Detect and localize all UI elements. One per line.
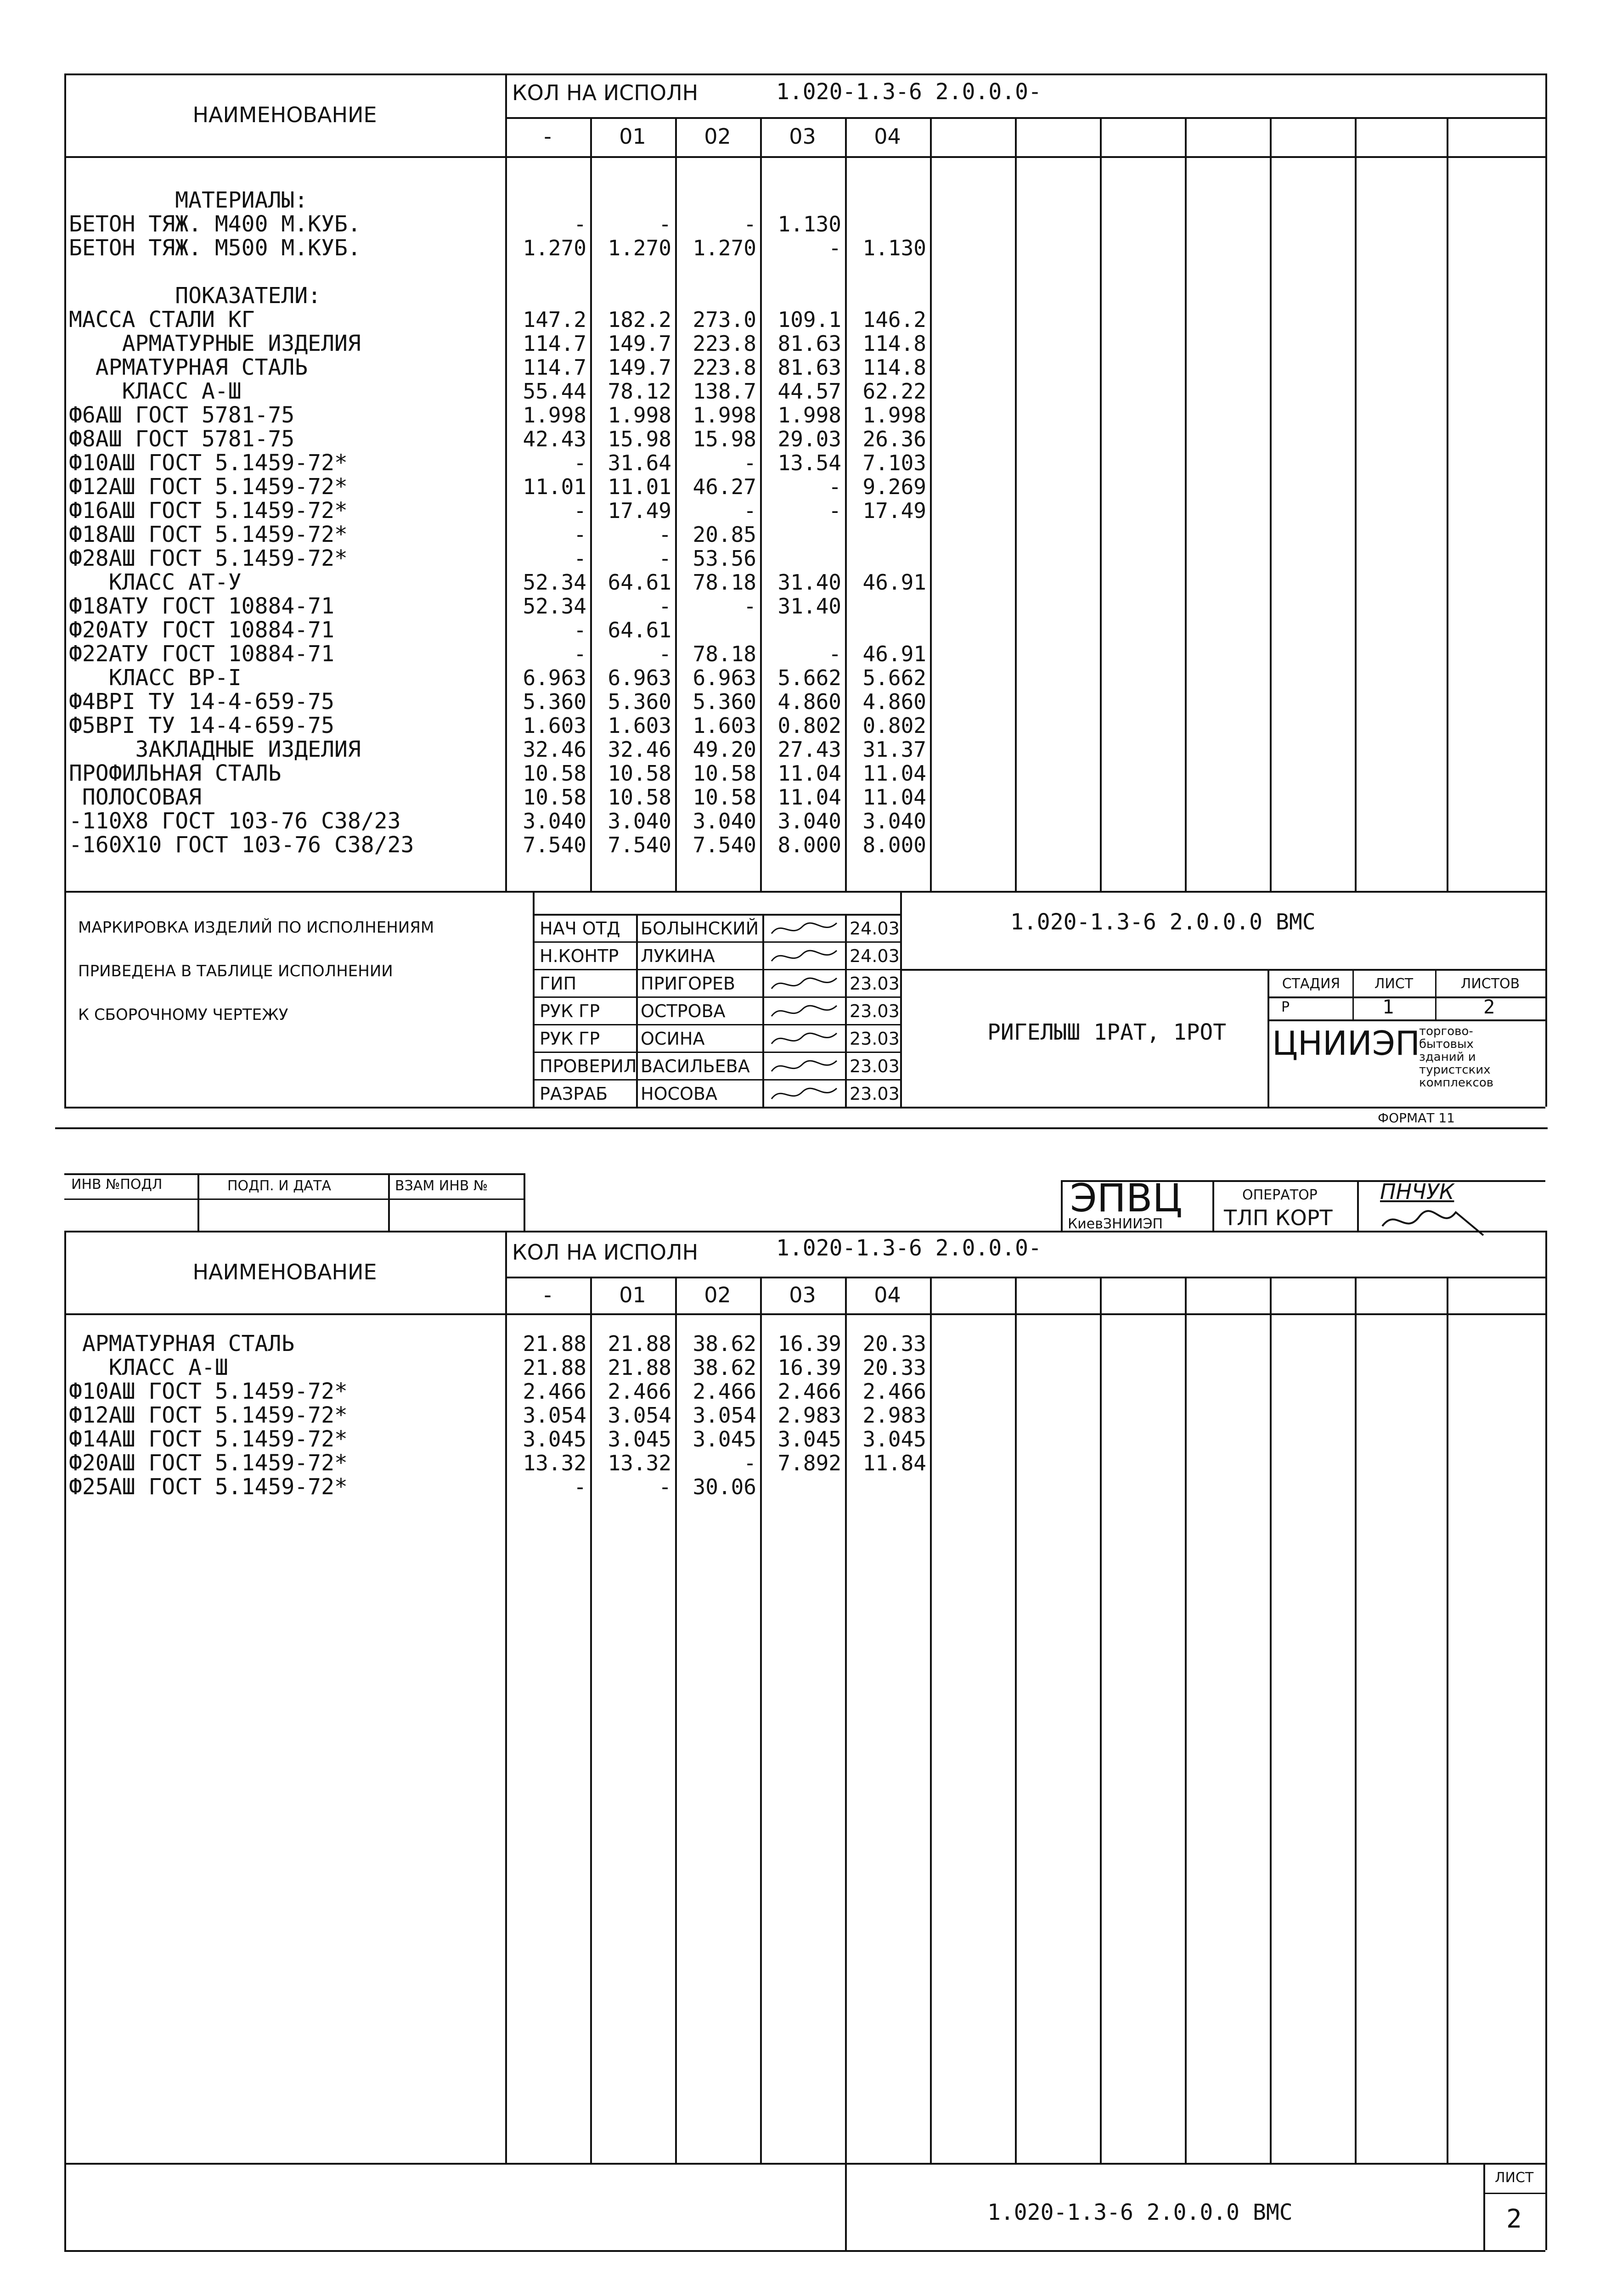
sheet-label: ЛИСТ [1374, 976, 1414, 992]
row-value: 17.49 [608, 498, 671, 523]
row-value: 1.998 [608, 403, 671, 428]
doc-code: 1.020-1.3-6 2.0.0.0- [776, 1235, 1042, 1261]
row-value: - [744, 212, 756, 236]
row-name: Ф12АШ ГОСТ 5.1459-72* [69, 474, 348, 500]
signature-icon [768, 917, 841, 940]
note-line: ПРИВЕДЕНА В ТАБЛИЦЕ ИСПОЛНЕНИИ [78, 962, 393, 980]
column-header: 03 [789, 124, 816, 149]
row-value: 4.860 [862, 689, 926, 714]
row-value: 62.22 [862, 379, 926, 404]
row-value: 52.34 [523, 570, 586, 595]
sheets-label: ЛИСТОВ [1460, 976, 1520, 992]
row-value: - [744, 1451, 756, 1475]
operator-signature-icon [1378, 1203, 1497, 1240]
row-value: 2.983 [777, 1403, 841, 1428]
row-value: - [574, 212, 586, 236]
row-value: 20.33 [862, 1331, 926, 1356]
row-value: 38.62 [693, 1355, 756, 1380]
column-header: - [544, 124, 552, 149]
row-value: 149.7 [608, 355, 671, 380]
row-value: 1.998 [693, 403, 756, 428]
sheet1-values-col-03 [760, 188, 845, 857]
row-value: 8.000 [777, 833, 841, 857]
row-value: 5.360 [693, 689, 756, 714]
row-value: - [659, 212, 671, 236]
row-name: АРМАТУРНАЯ СТАЛЬ [69, 1331, 295, 1356]
stamp-date: 23.03 [850, 974, 900, 994]
row-value: 42.43 [523, 427, 586, 451]
row-value: - [659, 546, 671, 571]
row-value: 53.56 [693, 546, 756, 571]
row-value: 31.37 [862, 737, 926, 762]
sheet1-values-col-dash [505, 188, 590, 857]
stamp-role: ПРОВЕРИЛ [540, 1056, 637, 1076]
row-value: 3.045 [862, 1427, 926, 1452]
stamp-date: 23.03 [850, 1001, 900, 1021]
row-value [845, 260, 930, 284]
epvc-title: ЭПВЦ [1070, 1176, 1183, 1221]
signature-icon [768, 1055, 841, 1078]
row-value: 2.466 [862, 1379, 926, 1404]
row-value [675, 260, 760, 284]
row-value: 11.01 [523, 474, 586, 499]
row-value: - [574, 618, 586, 642]
row-name: Ф28АШ ГОСТ 5.1459-72* [69, 546, 348, 571]
row-name [69, 260, 505, 284]
footer-sheet-number: 2 [1506, 2204, 1522, 2234]
row-value: 10.58 [523, 785, 586, 810]
row-value: - [659, 594, 671, 619]
row-value: 1.998 [523, 403, 586, 428]
row-value: 0.802 [862, 713, 926, 738]
row-name: -110Х8 ГОСТ 103-76 С38/23 [69, 808, 401, 834]
row-name: Ф18АТУ ГОСТ 10884-71 [69, 593, 334, 619]
row-value: 5.360 [523, 689, 586, 714]
row-value: 9.269 [862, 474, 926, 499]
row-value: 13.54 [777, 450, 841, 475]
row-value [590, 284, 675, 308]
row-value: - [659, 642, 671, 666]
row-value: - [574, 498, 586, 523]
row-value: 1.998 [777, 403, 841, 428]
column-header: 01 [619, 124, 646, 149]
row-value: 11.04 [777, 785, 841, 810]
row-value: 1.270 [608, 236, 671, 260]
row-value [760, 188, 845, 212]
row-value: - [744, 498, 756, 523]
row-value: 6.963 [608, 665, 671, 690]
row-name: БЕТОН ТЯЖ. М400 М.КУБ. [69, 211, 361, 237]
row-value: 6.963 [523, 665, 586, 690]
row-name: Ф20АШ ГОСТ 5.1459-72* [69, 1450, 348, 1476]
row-value: - [659, 522, 671, 547]
row-value: 3.045 [693, 1427, 756, 1452]
column-header: 01 [619, 1283, 646, 1307]
row-value: - [744, 450, 756, 475]
row-value: - [574, 546, 586, 571]
sheets-value: 2 [1483, 996, 1495, 1018]
row-value: 138.7 [693, 379, 756, 404]
signature-icon [768, 945, 841, 968]
row-value: 273.0 [693, 307, 756, 332]
row-value: 1.603 [693, 713, 756, 738]
row-value: 78.18 [693, 642, 756, 666]
row-value: 81.63 [777, 355, 841, 380]
row-value: 1.603 [608, 713, 671, 738]
row-value: 10.58 [608, 785, 671, 810]
org-subtitle: торгово- бытовых зданий и туристских комплексов [1419, 1024, 1494, 1090]
sign-date-label: ПОДП. И ДАТА [227, 1178, 332, 1194]
row-value: - [828, 474, 841, 499]
row-value: 31.40 [777, 594, 841, 619]
epvc-subtitle: КиевЗНИИЭП [1068, 1216, 1163, 1232]
row-value: - [828, 642, 841, 666]
row-value: 2.983 [862, 1403, 926, 1428]
row-value: 30.06 [693, 1474, 756, 1499]
row-value: 38.62 [693, 1331, 756, 1356]
row-name: Ф14АШ ГОСТ 5.1459-72* [69, 1426, 348, 1452]
signature-icon [768, 1028, 841, 1051]
row-value: 3.054 [693, 1403, 756, 1428]
row-value: 81.63 [777, 331, 841, 356]
column-header: 04 [874, 124, 901, 149]
row-name: Ф4ВРI ТУ 14-4-659-75 [69, 689, 334, 715]
row-value: 46.27 [693, 474, 756, 499]
row-name: ПРОФИЛЬНАЯ СТАЛЬ [69, 760, 282, 786]
row-value: 13.32 [523, 1451, 586, 1475]
row-value: 21.88 [523, 1355, 586, 1380]
stamp-date: 23.03 [850, 1056, 900, 1076]
column-header: 03 [789, 1283, 816, 1307]
inv-label: ИНВ №ПОДЛ [71, 1176, 163, 1193]
sheet1-values-col-02 [675, 188, 760, 857]
note-line: МАРКИРОВКА ИЗДЕЛИЙ ПО ИСПОЛНЕНИЯМ [78, 918, 434, 937]
row-value: 1.130 [862, 236, 926, 260]
row-value: - [574, 642, 586, 666]
row-value: 55.44 [523, 379, 586, 404]
row-value: 3.054 [608, 1403, 671, 1428]
row-value: 3.040 [608, 809, 671, 833]
stamp-name: ПРИГОРЕВ [641, 974, 735, 994]
sheet2-values-col-01 [590, 1332, 675, 1499]
row-name: ЗАКЛАДНЫЕ ИЗДЕЛИЯ [69, 737, 361, 762]
row-value: 114.7 [523, 355, 586, 380]
stamp-name: ВАСИЛЬЕВА [641, 1056, 750, 1076]
row-value: 17.49 [862, 498, 926, 523]
stamp-role: Н.КОНТР [540, 946, 619, 966]
stamp-date: 23.03 [850, 1084, 900, 1104]
operator-label: ОПЕРАТОР [1242, 1187, 1318, 1203]
row-value: 146.2 [862, 307, 926, 332]
sheet1-name-column [69, 188, 505, 857]
row-value: 29.03 [777, 427, 841, 451]
stamp-name: БОЛЫНСКИЙ [641, 918, 759, 939]
row-value: 20.33 [862, 1355, 926, 1380]
row-value: 6.963 [693, 665, 756, 690]
row-value: 11.84 [862, 1451, 926, 1475]
column-header: 04 [874, 1283, 901, 1307]
sheet1-values-col-04 [845, 188, 930, 857]
kol-label: КОЛ НА ИСПОЛН [512, 80, 698, 105]
row-value [590, 188, 675, 212]
row-value: - [574, 450, 586, 475]
row-value: 5.360 [608, 689, 671, 714]
tlp-label: ТЛП КОРТ [1224, 1205, 1333, 1230]
row-value: 7.540 [608, 833, 671, 857]
row-value [760, 618, 845, 642]
row-value: - [659, 1474, 671, 1499]
row-value: 3.040 [862, 809, 926, 833]
row-value: 78.12 [608, 379, 671, 404]
row-name: МАССА СТАЛИ КГ [69, 307, 255, 332]
replace-inv-label: ВЗАМ ИНВ № [395, 1178, 488, 1194]
format-label: ФОРМАТ 11 [1378, 1110, 1455, 1125]
row-value [590, 260, 675, 284]
row-value: 3.054 [523, 1403, 586, 1428]
row-value: 16.39 [777, 1355, 841, 1380]
row-value: 114.8 [862, 331, 926, 356]
column-header: 02 [704, 124, 731, 149]
row-value: 5.662 [777, 665, 841, 690]
row-name: Ф18АШ ГОСТ 5.1459-72* [69, 522, 348, 547]
stamp-name: ОСИНА [641, 1029, 705, 1049]
row-value: 64.61 [608, 618, 671, 642]
row-name: МАТЕРИАЛЫ: [69, 187, 308, 213]
sheet1-values-col-01 [590, 188, 675, 857]
operator-name: ПНЧУК [1380, 1179, 1454, 1204]
row-value [675, 284, 760, 308]
row-value [505, 260, 590, 284]
stamp-date: 23.03 [850, 1029, 900, 1049]
signature-icon [768, 1000, 841, 1023]
row-value: 1.270 [693, 236, 756, 260]
row-name: Ф5ВРI ТУ 14-4-659-75 [69, 713, 334, 738]
row-value: 21.88 [608, 1331, 671, 1356]
kol-label: КОЛ НА ИСПОЛН [512, 1240, 698, 1265]
row-value: 11.01 [608, 474, 671, 499]
row-value: 49.20 [693, 737, 756, 762]
row-value: 3.040 [777, 809, 841, 833]
row-value: 13.32 [608, 1451, 671, 1475]
row-value: 10.58 [693, 785, 756, 810]
row-value: 32.46 [523, 737, 586, 762]
row-value: 1.998 [862, 403, 926, 428]
row-value: - [574, 1474, 586, 1499]
stamp-role: РАЗРАБ [540, 1084, 608, 1104]
stamp-name: НОСОВА [641, 1084, 717, 1104]
row-name: БЕТОН ТЯЖ. М500 М.КУБ. [69, 235, 361, 261]
row-value: 15.98 [608, 427, 671, 451]
row-name: Ф10АШ ГОСТ 5.1459-72* [69, 450, 348, 476]
row-value: 0.802 [777, 713, 841, 738]
row-value: 1.270 [523, 236, 586, 260]
row-value: 7.892 [777, 1451, 841, 1475]
row-name: КЛАСС А-Ш [69, 378, 242, 404]
row-value [760, 523, 845, 546]
row-value: 2.466 [608, 1379, 671, 1404]
stamp-role: РУК ГР [540, 1029, 600, 1049]
row-value: 11.04 [777, 761, 841, 786]
row-value: 4.860 [777, 689, 841, 714]
row-value [845, 618, 930, 642]
note-line: К СБОРОЧНОМУ ЧЕРТЕЖУ [78, 1006, 288, 1024]
row-value [845, 594, 930, 618]
row-value: 109.1 [777, 307, 841, 332]
row-value: 3.045 [523, 1427, 586, 1452]
row-value [845, 546, 930, 570]
signature-icon [768, 1083, 841, 1106]
row-value: 44.57 [777, 379, 841, 404]
row-value [760, 260, 845, 284]
row-value [845, 523, 930, 546]
row-name: КЛАСС АТ-У [69, 569, 242, 595]
row-name: Ф25АШ ГОСТ 5.1459-72* [69, 1474, 348, 1500]
row-name: ПОКАЗАТЕЛИ: [69, 283, 321, 309]
row-value: - [828, 236, 841, 260]
column-header: 02 [704, 1283, 731, 1307]
row-value: - [574, 522, 586, 547]
row-value: 3.040 [523, 809, 586, 833]
row-value: 21.88 [608, 1355, 671, 1380]
row-value: 46.91 [862, 570, 926, 595]
row-name: Ф20АТУ ГОСТ 10884-71 [69, 617, 334, 643]
stamp-title: РИГЕЛЫШ 1РАТ, 1РОТ [987, 1019, 1227, 1045]
row-value: 1.603 [523, 713, 586, 738]
row-value: 5.662 [862, 665, 926, 690]
row-value: 15.98 [693, 427, 756, 451]
stamp-name: ОСТРОВА [641, 1001, 726, 1021]
row-value: 2.466 [523, 1379, 586, 1404]
row-name: АРМАТУРНЫЕ ИЗДЕЛИЯ [69, 331, 361, 356]
sheet2-values-col-dash [505, 1332, 590, 1499]
row-value: 31.40 [777, 570, 841, 595]
row-value: - [744, 594, 756, 619]
row-value: 46.91 [862, 642, 926, 666]
row-value [505, 188, 590, 212]
row-value: 114.8 [862, 355, 926, 380]
stamp-doc-code: 1.020-1.3-6 2.0.0.0 ВМС [1010, 909, 1316, 935]
row-value: 78.18 [693, 570, 756, 595]
stamp-date: 24.03 [850, 946, 900, 966]
row-value: 3.045 [608, 1427, 671, 1452]
stamp-role: ГИП [540, 974, 577, 994]
row-value: 11.04 [862, 785, 926, 810]
row-name: ПОЛОСОВАЯ [69, 784, 202, 810]
row-name: КЛАСС ВР-I [69, 665, 242, 691]
row-name: Ф12АШ ГОСТ 5.1459-72* [69, 1402, 348, 1428]
name-header: НАИМЕНОВАНИЕ [192, 102, 377, 127]
row-value: 223.8 [693, 331, 756, 356]
row-value: 114.7 [523, 331, 586, 356]
sheet2-name-column [69, 1332, 505, 1499]
row-value: 3.040 [693, 809, 756, 833]
stage-label: СТАДИЯ [1282, 976, 1341, 992]
stamp-role: РУК ГР [540, 1001, 600, 1021]
row-value: 26.36 [862, 427, 926, 451]
row-value: 7.540 [523, 833, 586, 857]
row-value: 8.000 [862, 833, 926, 857]
row-value: 32.46 [608, 737, 671, 762]
row-value: 27.43 [777, 737, 841, 762]
row-value [845, 212, 930, 236]
row-value: 223.8 [693, 355, 756, 380]
sheet2-values-col-03 [760, 1332, 845, 1499]
footer-sheet-label: ЛИСТ [1495, 2170, 1534, 2186]
row-value [505, 284, 590, 308]
row-name: АРМАТУРНАЯ СТАЛЬ [69, 355, 308, 380]
row-name: Ф16АШ ГОСТ 5.1459-72* [69, 498, 348, 523]
row-value: 2.466 [693, 1379, 756, 1404]
row-value: - [828, 498, 841, 523]
sheet2-values-col-02 [675, 1332, 760, 1499]
row-name: КЛАСС А-Ш [69, 1355, 228, 1380]
row-value: 10.58 [693, 761, 756, 786]
sheet-value: 1 [1382, 996, 1394, 1018]
row-value [675, 188, 760, 212]
row-value: 21.88 [523, 1331, 586, 1356]
row-value: 10.58 [523, 761, 586, 786]
row-value: 182.2 [608, 307, 671, 332]
row-value: 1.130 [777, 212, 841, 236]
row-name: -160Х10 ГОСТ 103-76 С38/23 [69, 832, 414, 858]
stamp-name: ЛУКИНА [641, 946, 715, 966]
row-value: 2.466 [777, 1379, 841, 1404]
row-value [845, 188, 930, 212]
row-value: 7.103 [862, 450, 926, 475]
stamp-role: НАЧ ОТД [540, 918, 620, 939]
doc-code: 1.020-1.3-6 2.0.0.0- [776, 79, 1042, 105]
row-value [845, 1475, 930, 1499]
row-value: 147.2 [523, 307, 586, 332]
row-value: 10.58 [608, 761, 671, 786]
row-name: Ф10АШ ГОСТ 5.1459-72* [69, 1379, 348, 1404]
row-value [760, 284, 845, 308]
row-value: 20.85 [693, 522, 756, 547]
row-value [760, 546, 845, 570]
row-value: 149.7 [608, 331, 671, 356]
row-value: 7.540 [693, 833, 756, 857]
row-value: 16.39 [777, 1331, 841, 1356]
signature-icon [768, 973, 841, 996]
stamp-date: 24.03 [850, 918, 900, 939]
row-value: 52.34 [523, 594, 586, 619]
row-value: 3.045 [777, 1427, 841, 1452]
row-value: 64.61 [608, 570, 671, 595]
row-value [675, 618, 760, 642]
sheet2-values-col-04 [845, 1332, 930, 1499]
stage-value: Р [1281, 999, 1290, 1015]
row-value: 31.64 [608, 450, 671, 475]
row-value: 11.04 [862, 761, 926, 786]
org-name: ЦНИИЭП [1272, 1024, 1420, 1063]
name-header: НАИМЕНОВАНИЕ [192, 1260, 377, 1284]
row-name: Ф8АШ ГОСТ 5781-75 [69, 426, 295, 452]
row-value [845, 284, 930, 308]
row-name: Ф6АШ ГОСТ 5781-75 [69, 402, 295, 428]
footer-doc-code: 1.020-1.3-6 2.0.0.0 ВМС [987, 2200, 1293, 2225]
column-header: - [544, 1283, 552, 1307]
row-name: Ф22АТУ ГОСТ 10884-71 [69, 641, 334, 667]
row-value [760, 1475, 845, 1499]
